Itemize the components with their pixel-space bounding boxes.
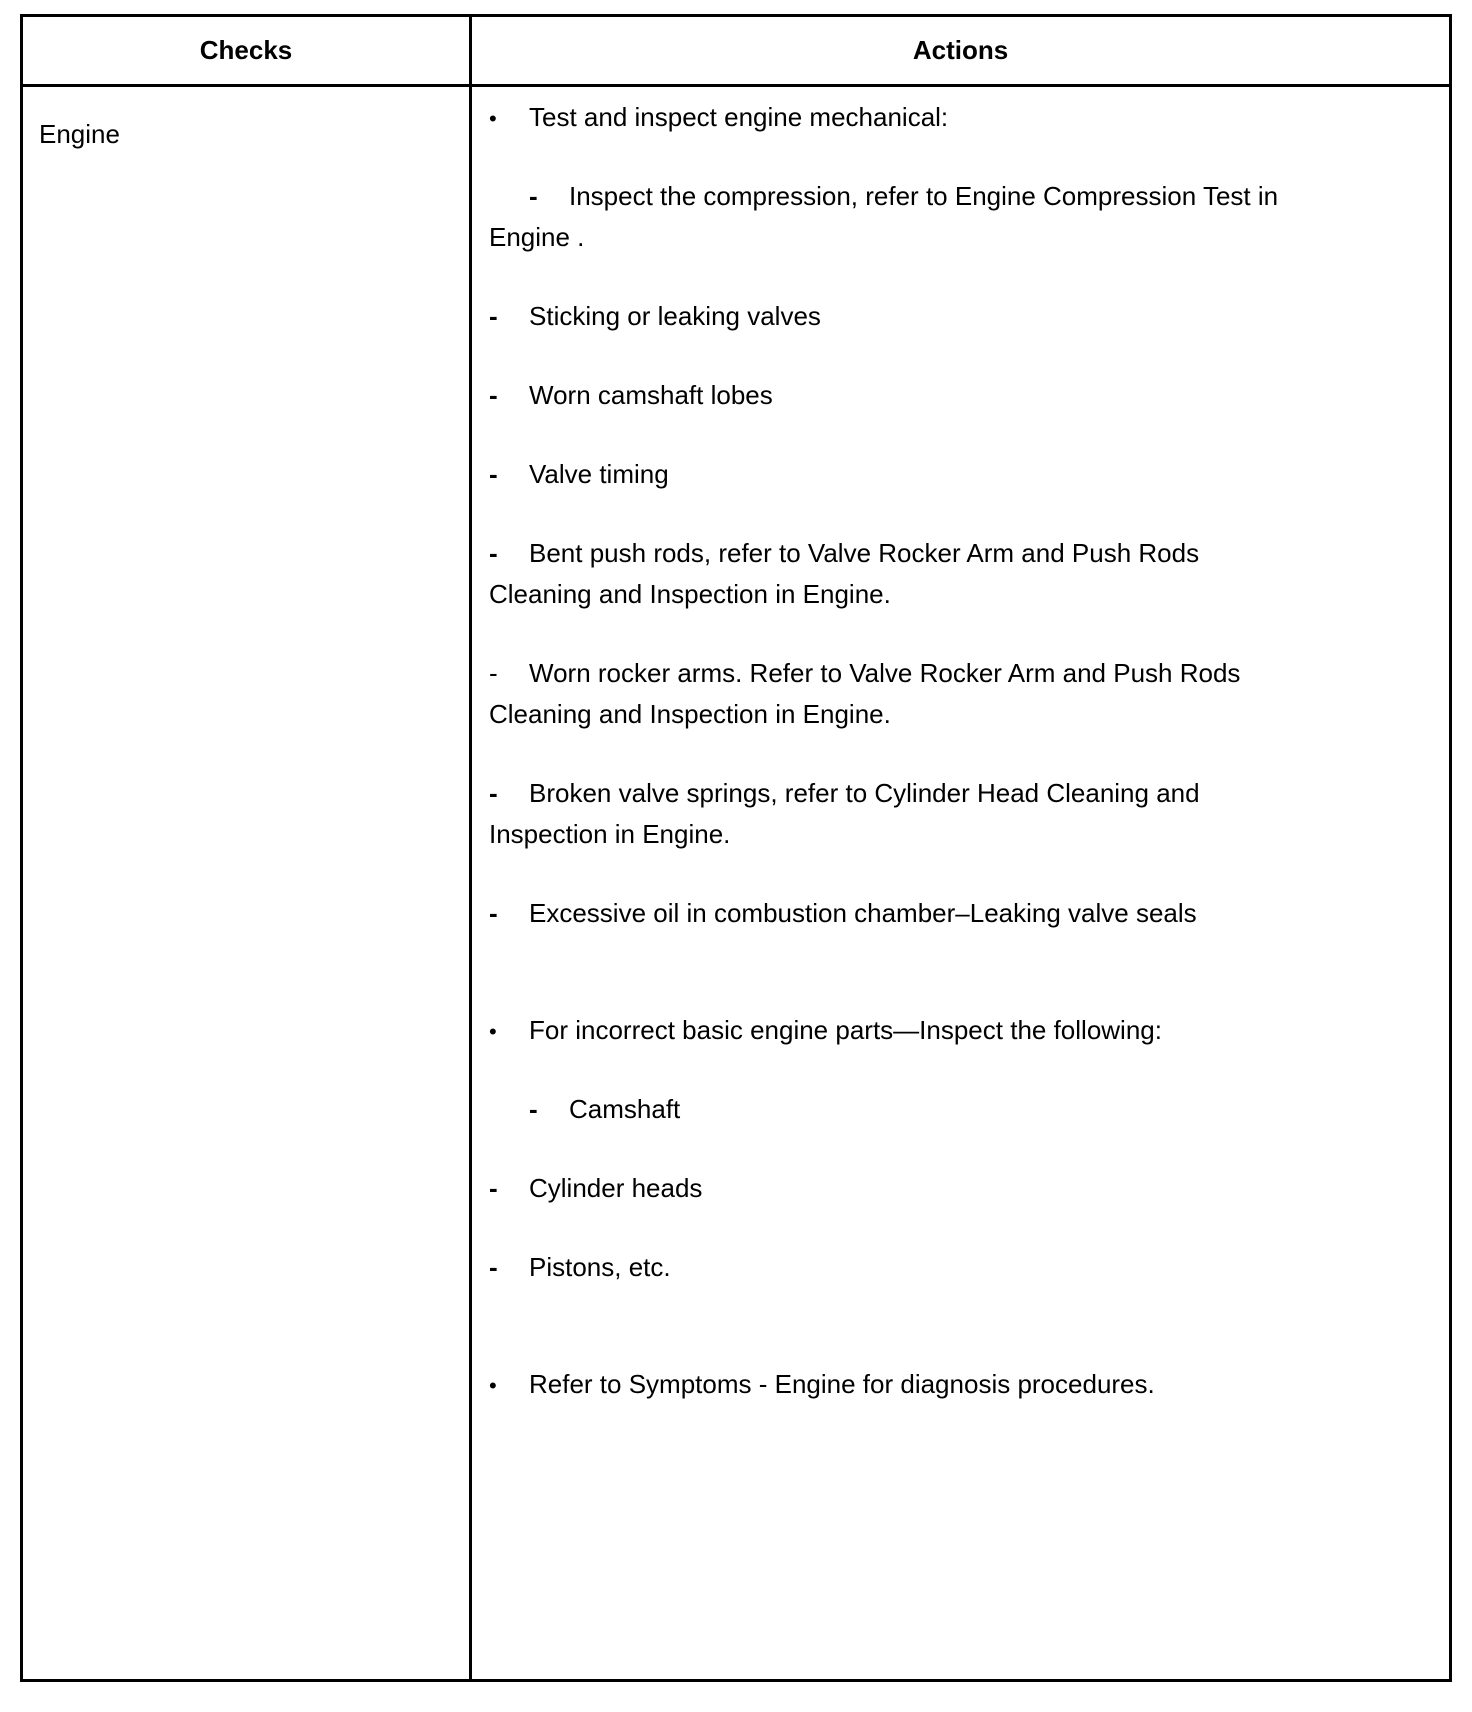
bullet-marker: • [489,106,497,131]
list-item [489,891,1197,935]
sub-item-text: Cylinder heads [529,1173,703,1203]
list-item [489,1362,1155,1408]
sub-item-text: Worn camshaft lobes [529,380,773,410]
list-item-continuation: Cleaning and Inspection in Engine. [489,699,891,729]
header-actions: Actions [912,35,1009,65]
list-item [489,1166,702,1210]
list-item [489,771,1200,815]
list-item [489,1087,680,1131]
list-item [489,1245,671,1289]
sub-item-text: Pistons, etc. [529,1252,671,1282]
header-checks: Checks [199,35,293,65]
dash-marker: - [489,778,498,808]
list-item [489,452,669,496]
list-item [489,174,1278,218]
bullet-text: For incorrect basic engine parts—Inspect the following: [529,1015,1162,1045]
checks-actions-table [20,14,1452,1682]
sub-item-text: Camshaft [569,1094,681,1124]
list-item-continuation: Inspection in Engine. [489,819,731,849]
dash-marker: - [489,658,498,688]
check-engine: Engine [39,119,120,149]
list-item [489,294,821,338]
bullet-text: Test and inspect engine mechanical: [529,102,949,132]
sub-item-text: Excessive oil in combustion chamber–Leaking valve seals [529,898,1197,928]
dash-marker: - [529,1094,538,1124]
sub-item-text: Valve timing [529,459,669,489]
list-item [489,1008,1162,1054]
bullet-text: Refer to Symptoms - Engine for diagnosis procedures. [529,1369,1155,1399]
column-divider [469,17,472,1679]
list-item [489,531,1199,575]
list-item [489,95,948,141]
dash-marker: - [529,181,538,211]
sub-item-text: Sticking or leaking valves [529,301,821,331]
dash-marker: - [489,301,498,331]
dash-marker: - [489,459,498,489]
bullet-marker: • [489,1373,497,1398]
list-item [489,651,1240,695]
dash-marker: - [489,1173,498,1203]
dash-marker: - [489,380,498,410]
dash-marker: - [489,898,498,928]
sub-item-text: Inspect the compression, refer to Engine Compression Test in [569,181,1279,211]
sub-item-text: Broken valve springs, refer to Cylinder Head Cleaning and [529,778,1200,808]
dash-marker: - [489,1252,498,1282]
header-divider [23,84,1449,87]
list-item-continuation: Cleaning and Inspection in Engine. [489,579,891,609]
dash-marker: - [489,538,498,568]
bullet-marker: • [489,1019,497,1044]
list-item-continuation: Engine . [489,222,585,252]
sub-item-text: Bent push rods, refer to Valve Rocker Arm and Push Rods [529,538,1200,568]
sub-item-text: Worn rocker arms. Refer to Valve Rocker Arm and Push Rods [529,658,1241,688]
list-item [489,373,773,417]
